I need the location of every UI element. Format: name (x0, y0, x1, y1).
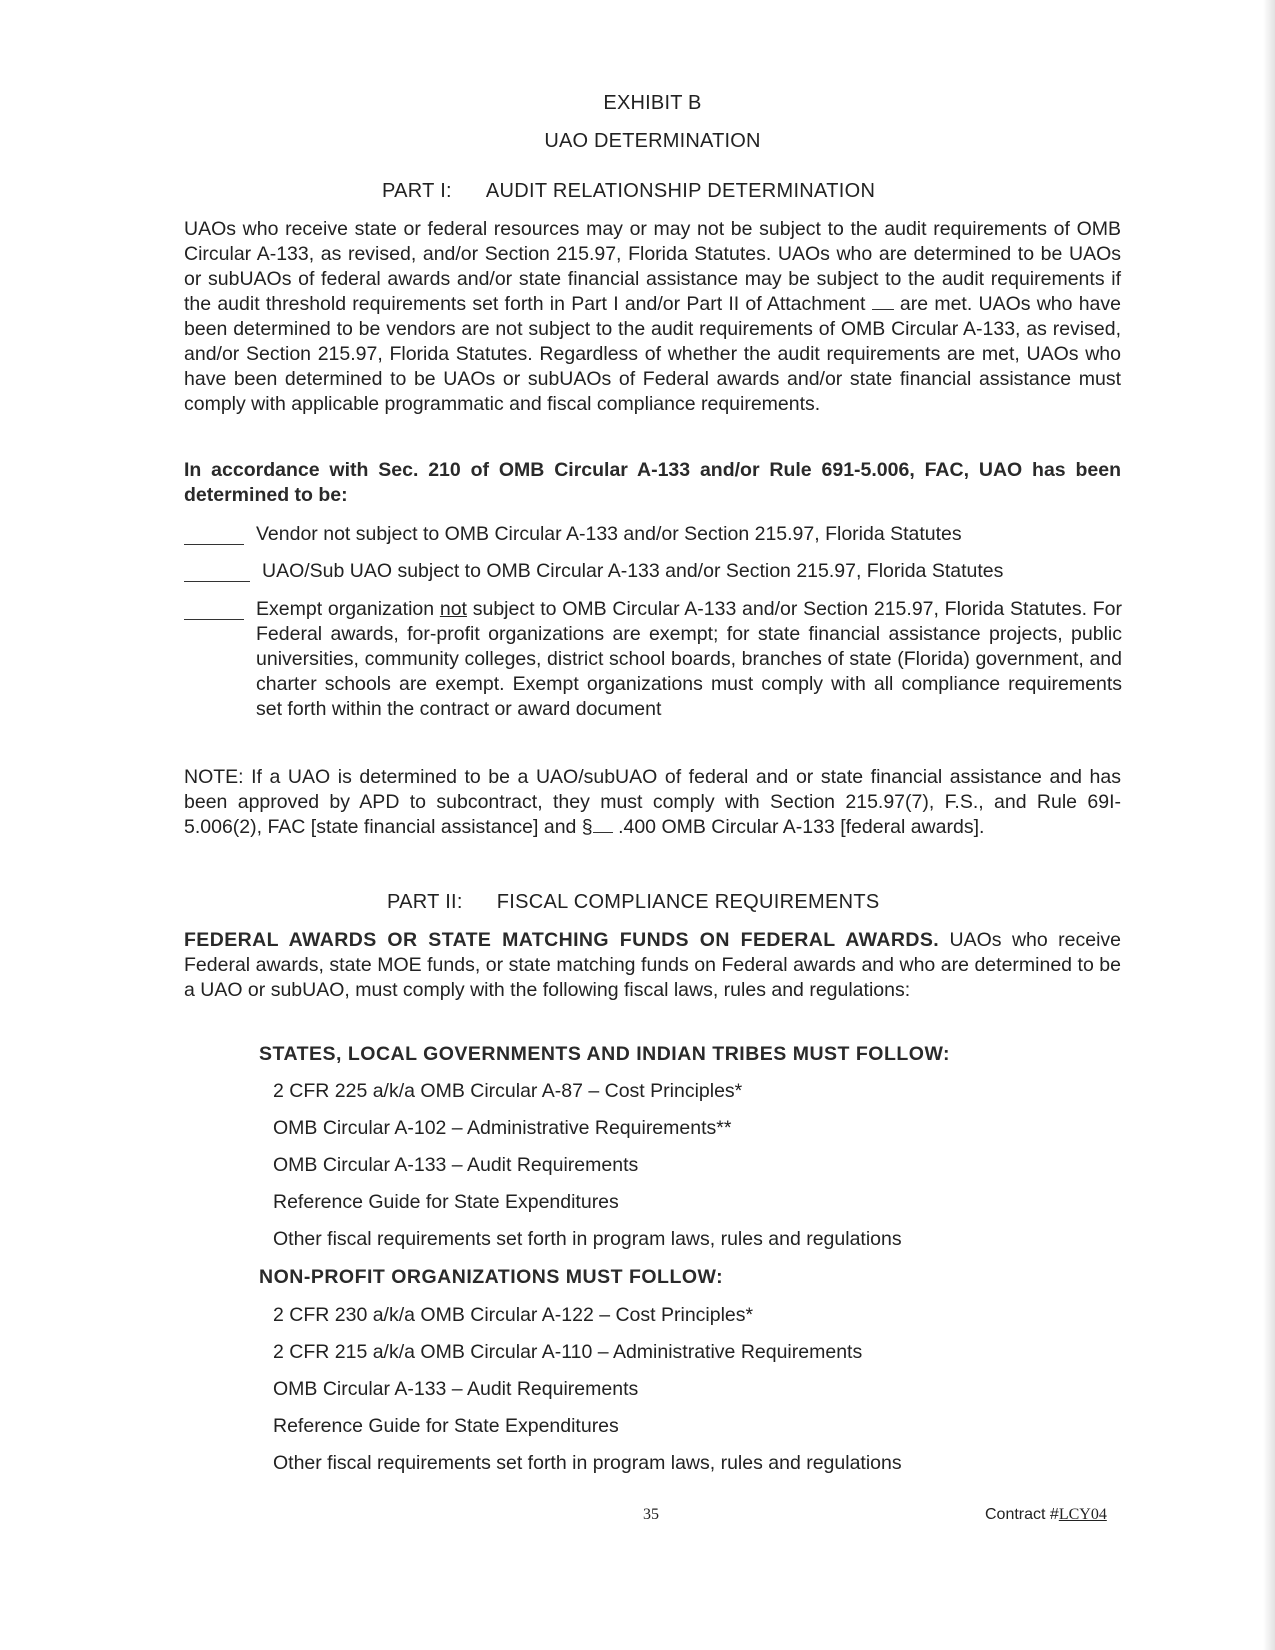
option-uao-text: UAO/Sub UAO subject to OMB Circular A-133 and/or Section 215.97, Florida Statutes (262, 560, 1004, 582)
contract-label: Contract # (985, 1506, 1059, 1523)
group2-item: Other fiscal requirements set forth in program laws, rules and regulations (273, 1452, 902, 1474)
document-subtitle: UAO DETERMINATION (544, 130, 761, 152)
determination-statement: In accordance with Sec. 210 of OMB Circular A-133 and/or Rule 691-5.006, FAC, UAO has been determined to be: (184, 459, 1121, 506)
option-exempt-blank (184, 619, 244, 620)
part1-para-b: are met. UAOs who have been determined to be vendors are not subject to the audit requirements of OMB Circular A-133, as revised, and/or Section 215.97, Florida Statutes. Regardless of whether the audit requirements are met, UAOs who have been determined to be UAOs or subUAOs of Federal awards and/or state financial assistance must comply with applicable programmatic and fiscal compliance requirements. (184, 293, 1121, 415)
option-vendor-text: Vendor not subject to OMB Circular A-133 and/or Section 215.97, Florida Statutes (256, 523, 962, 545)
part2-intro-rest: UAOs who receive Federal awards, state MOE funds, or state matching funds on Federal awards and who are determined to be a UAO or subUAO, must comply with the following fiscal laws, rules and regulations: (184, 929, 1121, 1001)
group1-item: OMB Circular A-133 – Audit Requirements (273, 1154, 639, 1176)
part2-intro-bold: FEDERAL AWARDS OR STATE MATCHING FUNDS ON FEDERAL AWARDS. (184, 929, 940, 951)
note-paragraph (184, 765, 1121, 840)
part2-heading (387, 891, 880, 914)
option-uao-blank (184, 581, 250, 582)
page-number: 35 (643, 1506, 659, 1523)
part1-intro-paragraph (184, 217, 1121, 417)
exhibit-title: EXHIBIT B (603, 92, 702, 114)
group1-item: OMB Circular A-102 – Administrative Requirements** (273, 1117, 732, 1139)
group2-item: OMB Circular A-133 – Audit Requirements (273, 1378, 639, 1400)
part2-intro-paragraph (184, 928, 1121, 1003)
contract-number (985, 1506, 1107, 1524)
part1-label: PART I: (382, 180, 452, 202)
option-exempt-pre: Exempt organization (256, 598, 435, 620)
part2-label: PART II: (387, 891, 463, 913)
attachment-blank (872, 308, 894, 310)
note-part-a: NOTE: If a UAO is determined to be a UAO/subUAO of federal and or state financial assistance and has been approved by APD to subcontract, they must comply with Section 215.97(7), F.S., and Rule 69I-5.006(2), FAC [state financial assistance] and § (184, 766, 1121, 838)
option-exempt-not: not (439, 598, 467, 620)
group1-item: Reference Guide for State Expenditures (273, 1191, 619, 1213)
group1-item: 2 CFR 225 a/k/a OMB Circular A-87 – Cost Principles* (273, 1080, 743, 1102)
contract-id: LCY04 (1058, 1506, 1107, 1523)
group2-item: 2 CFR 215 a/k/a OMB Circular A-110 – Administrative Requirements (273, 1341, 863, 1363)
option-exempt-text (256, 597, 1122, 722)
part1-title: AUDIT RELATIONSHIP DETERMINATION (485, 180, 876, 202)
group1-heading: STATES, LOCAL GOVERNMENTS AND INDIAN TRIBES MUST FOLLOW: (259, 1043, 950, 1065)
group2-item: Reference Guide for State Expenditures (273, 1415, 619, 1437)
page-edge-shadow (1263, 0, 1275, 1650)
option-exempt-post: subject to OMB Circular A-133 and/or Section 215.97, Florida Statutes. For Federal awards, for-profit organizations are exempt; for state financial assistance projects, public universities, community colleges, district school boards, branches of state (Florida) government, and charter schools are exempt. Exempt organizations must comply with all compliance requirements set forth within the contract or award document (256, 598, 1122, 720)
part1-para-a: UAOs who receive state or federal resources may or may not be subject to the audit requirements of OMB Circular A-133, as revised, and/or Section 215.97, Florida Statutes. UAOs who are determined to be UAOs or subUAOs of federal awards and/or state financial assistance may be subject to the audit requirements if the audit threshold requirements set forth in Part I and/or Part II of Attachment (184, 218, 1121, 315)
group2-item: 2 CFR 230 a/k/a OMB Circular A-122 – Cost Principles* (273, 1304, 754, 1326)
group2-heading: NON-PROFIT ORGANIZATIONS MUST FOLLOW: (259, 1266, 724, 1288)
option-vendor-blank (184, 544, 244, 545)
part1-heading (382, 180, 875, 203)
note-part-b: .400 OMB Circular A-133 [federal awards]. (618, 816, 985, 838)
group1-item: Other fiscal requirements set forth in program laws, rules and regulations (273, 1228, 902, 1250)
section-blank (593, 831, 613, 833)
part2-title: FISCAL COMPLIANCE REQUIREMENTS (496, 891, 880, 913)
